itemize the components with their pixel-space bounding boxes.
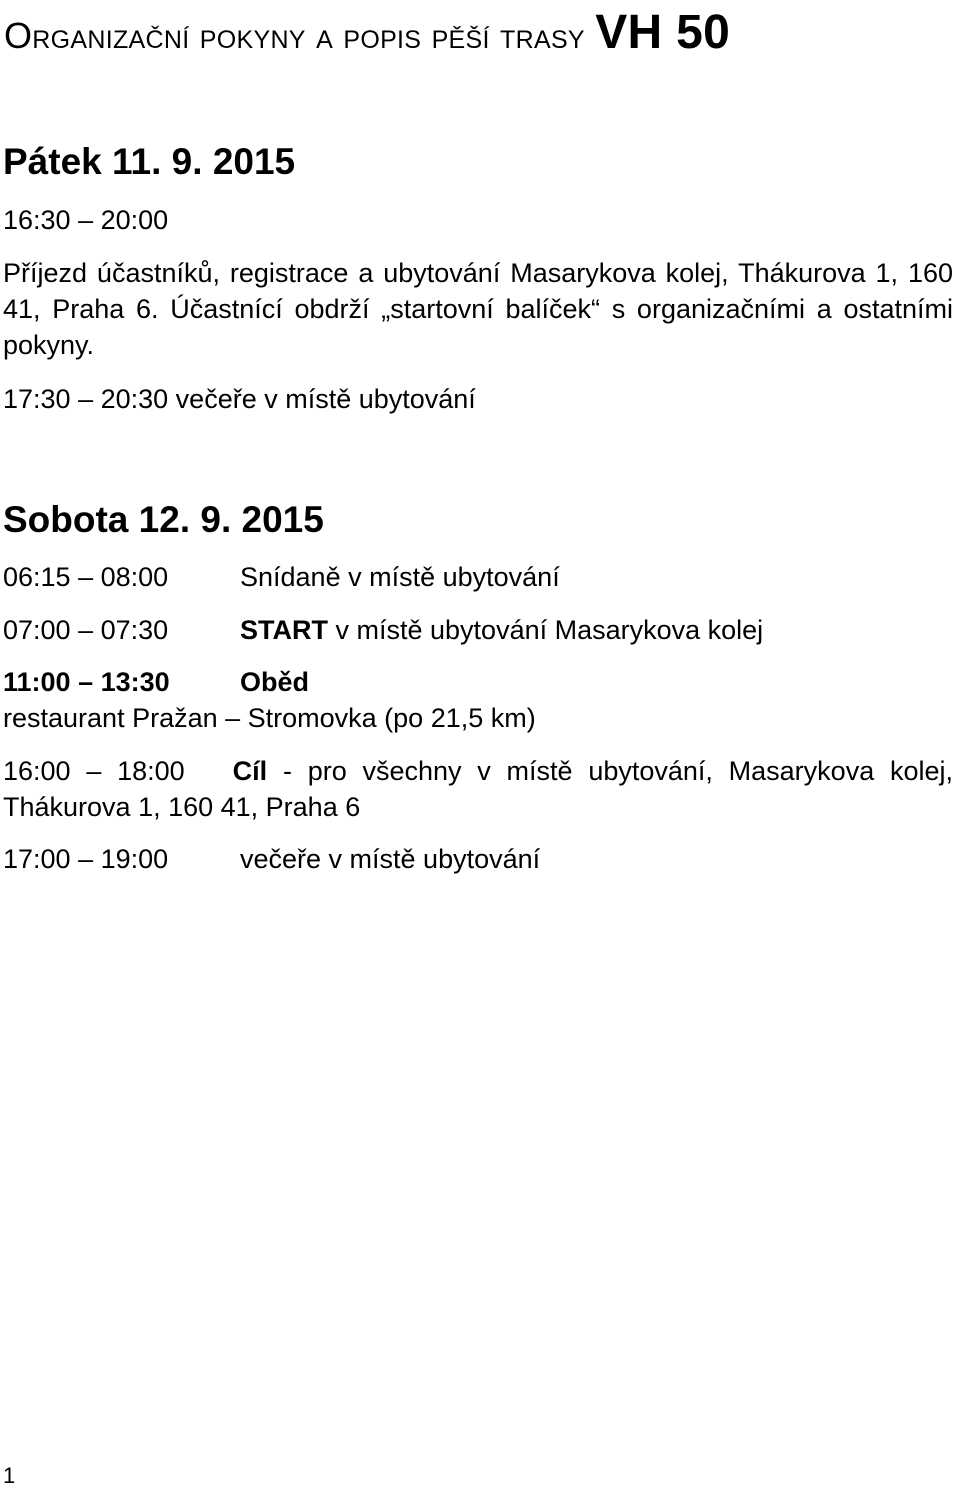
friday-time-2: 17:30 – 20:30 <box>3 384 169 414</box>
schedule-time: 07:00 – 07:30 <box>3 615 169 645</box>
schedule-time: 06:15 – 08:00 <box>3 562 169 592</box>
schedule-text: Snídaně v místě ubytování <box>240 562 560 592</box>
schedule-time: 16:00 – 18:00 <box>3 756 185 786</box>
schedule-time: 17:00 – 19:00 <box>3 844 169 874</box>
friday-time-1: 16:30 – 20:00 <box>3 205 169 235</box>
schedule-text: večeře v místě ubytování <box>240 844 541 874</box>
friday-arrival-paragraph: Příjezd účastníků, registrace a ubytování Masarykova kolej, Thákurova 1, 160 41, Praha 6. Účastnící obdrží „startovní balíček“ s organizačními a ostatními pokyny. <box>3 258 953 360</box>
schedule-note: restaurant Pražan – Stromovka (po 21,5 km) <box>3 703 536 733</box>
friday-dinner-line <box>3 382 476 416</box>
title-text: Organizační pokyny a popis pěší trasy <box>4 15 585 56</box>
schedule-label: START <box>240 615 328 645</box>
friday-dinner-text: večeře v místě ubytování <box>175 384 476 414</box>
schedule-entry <box>240 613 763 647</box>
schedule-entry <box>3 753 953 825</box>
page-title <box>4 2 944 67</box>
friday-heading: Pátek 11. 9. 2015 <box>3 141 296 182</box>
schedule-time: 11:00 – 13:30 <box>3 667 170 697</box>
saturday-heading: Sobota 12. 9. 2015 <box>3 499 324 540</box>
schedule-text: - pro všechny v místě ubytování, Masarykova kolej, Thákurova 1, 160 41, Praha 6 <box>3 756 953 822</box>
schedule-label: Cíl <box>232 756 268 786</box>
schedule-label: Oběd <box>240 667 310 697</box>
title-code: VH 50 <box>595 6 731 59</box>
page-number: 1 <box>3 1463 16 1488</box>
schedule-text: v místě ubytování Masarykova kolej <box>328 615 764 645</box>
